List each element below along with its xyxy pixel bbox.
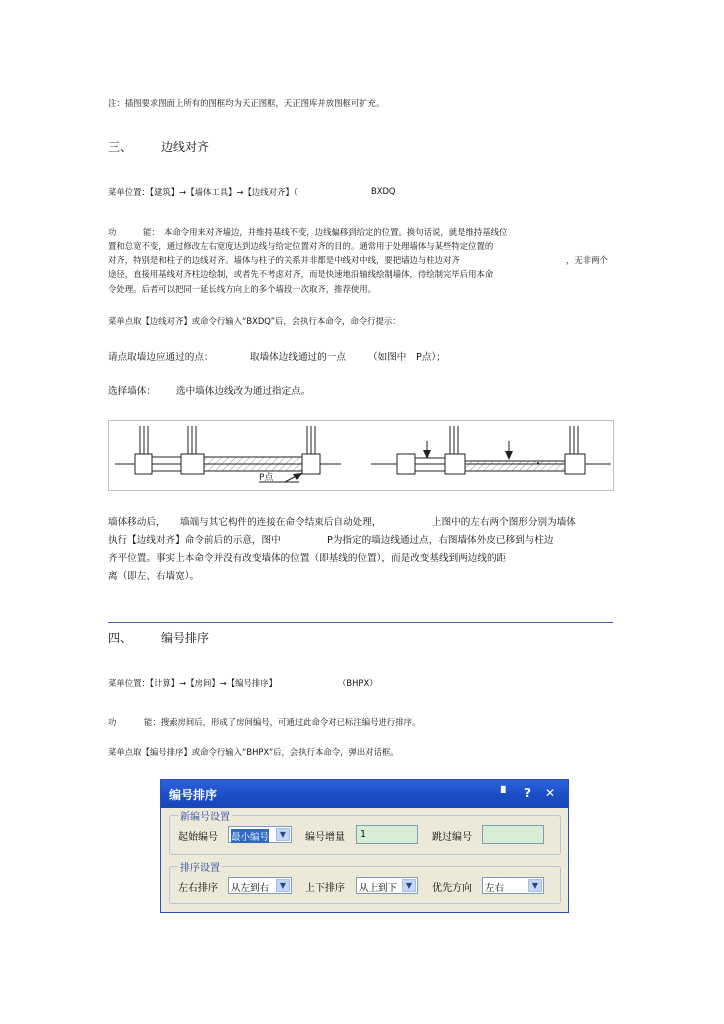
chevron-down-icon[interactable]: ▼: [276, 879, 290, 892]
group-sort-settings-label: 排序设置: [178, 859, 222, 874]
lr-sort-select[interactable]: [228, 877, 292, 894]
ud-sort-label: 上下排序: [305, 883, 345, 894]
group-new-number-label: 新编号设置: [178, 808, 232, 823]
after1-c: 上图中的左右两个图形分别为墙体: [432, 517, 576, 528]
priority-select[interactable]: [482, 877, 544, 894]
start-number-label: 起始编号: [178, 832, 218, 843]
skip-number-label: 跳过编号: [432, 832, 472, 843]
group-new-number: [169, 812, 561, 855]
sec3-func-line3b: ，无非两个: [566, 255, 608, 265]
sec3-func-line1: 本命令用来对齐墙边，并维持基线不变，边线偏移到给定的位置。换句话说，就是维持基线位: [164, 227, 508, 237]
section-4-number: 四、: [108, 631, 133, 645]
prompt2-label: 选择墙体：: [108, 386, 156, 397]
sec3-func-line4: 途径，直接用基线对齐柱边绘制，或者先不考虑对齐，而是快速地沿轴线绘制墙体，待绘制完毕后用本命: [108, 269, 494, 279]
sec3-command-text: 菜单点取【边线对齐】或命令行输入“BXDQ”后，会执行本命令，命令行提示：: [108, 316, 401, 326]
after4: 离（即左、右墙宽）。: [108, 571, 200, 582]
section-divider: [108, 622, 613, 623]
sec3-menu-location: 菜单位置：【建筑】→【墙体工具】→【边线对齐】（: [108, 187, 298, 197]
lr-sort-value: 从左到右: [231, 883, 270, 894]
chevron-down-icon[interactable]: ▼: [276, 828, 290, 841]
after3: 齐平位置。事实上本命令并没有改变墙体的位置（即基线的位置），而是改变基线到两边线的距: [108, 553, 507, 564]
sec4-menu-location: 菜单位置：【计算】→【房间】→【编号排序】: [108, 678, 277, 688]
dialog-titlebar[interactable]: [161, 780, 568, 808]
increment-input[interactable]: [356, 825, 418, 844]
after1-b: 墙端与其它构件的连接在命令结束后自动处理，: [180, 517, 382, 528]
note-text: 注：插图要求图面上所有的图框均为天正图框，天正图库并放图框可扩充。: [108, 98, 385, 108]
group-sort-settings: [169, 863, 561, 904]
help-button[interactable]: ?: [524, 786, 531, 800]
sec3-func-line5: 令处理。后者可以把同一延长线方向上的多个墙段一次取齐，推荐使用。: [108, 284, 376, 294]
pin-icon[interactable]: ▘: [501, 786, 511, 800]
number-sort-dialog: [160, 779, 569, 913]
sec4-func-text: 能：搜索房间后，形成了房间编号，可通过此命令对已标注编号进行排序。: [144, 717, 421, 727]
after2-b: P为指定的墙边线通过点，右图墙体外皮已移到与柱边: [327, 535, 554, 546]
sec3-func-label: 功: [108, 227, 117, 237]
prompt1-label: 请点取墙边应通过的点：: [108, 352, 214, 363]
chevron-down-icon[interactable]: ▼: [528, 879, 542, 892]
dialog-title: 编号排序: [169, 788, 218, 802]
after2-a: 执行【边线对齐】命令前后的示意，图中: [108, 535, 281, 546]
section-3-title: 边线对齐: [161, 140, 210, 154]
prompt1-ref: （如图中: [368, 352, 407, 363]
sec3-func-line3: 对齐，特别是和柱子的边线对齐。墙体与柱子的关系并非都是中线对中线，要把墙边与柱边对齐: [108, 255, 460, 265]
start-number-select[interactable]: [228, 826, 292, 843]
wall-align-drawing: [109, 421, 613, 490]
skip-number-input[interactable]: [482, 825, 544, 844]
section-3-number: 三、: [108, 140, 133, 154]
ud-sort-value: 从上到下: [359, 883, 398, 894]
increment-value: 1: [360, 829, 367, 840]
ud-sort-select[interactable]: [356, 877, 418, 894]
p-point-label: P点: [259, 473, 274, 483]
left-diagram: [115, 426, 341, 483]
priority-value: 左右: [485, 883, 505, 894]
sec4-menu-command: （BHPX）: [338, 678, 378, 688]
sec3-func-line2: 置和总宽不变，通过修改左右宽度达到边线与给定位置对齐的目的。通常用于处理墙体与某些特定位置的: [108, 241, 494, 251]
prompt1-desc: 取墙体边线通过的一点: [250, 352, 346, 363]
section-4-title: 编号排序: [161, 631, 210, 645]
prompt1-point: P点）；: [416, 352, 446, 363]
sec3-menu-command: BXDQ: [371, 186, 396, 196]
sec4-command-text: 菜单点取【编号排序】或命令行输入“BHPX”后，会执行本命令，弹出对话框。: [108, 747, 399, 757]
wall-align-figure: [108, 420, 614, 491]
after1-a: 墙体移动后，: [108, 517, 166, 528]
prompt2-desc: 选中墙体边线改为通过指定点。: [176, 386, 311, 397]
priority-label: 优先方向: [432, 883, 472, 894]
increment-label: 编号增量: [305, 832, 345, 843]
right-diagram: [371, 426, 611, 474]
sec4-func-label: 功: [108, 717, 117, 727]
start-number-value: 最小编号: [231, 829, 269, 843]
chevron-down-icon[interactable]: ▼: [402, 879, 416, 892]
lr-sort-label: 左右排序: [178, 883, 218, 894]
sec3-func-label2: 能：: [143, 227, 160, 237]
close-icon[interactable]: ✕: [545, 786, 556, 800]
